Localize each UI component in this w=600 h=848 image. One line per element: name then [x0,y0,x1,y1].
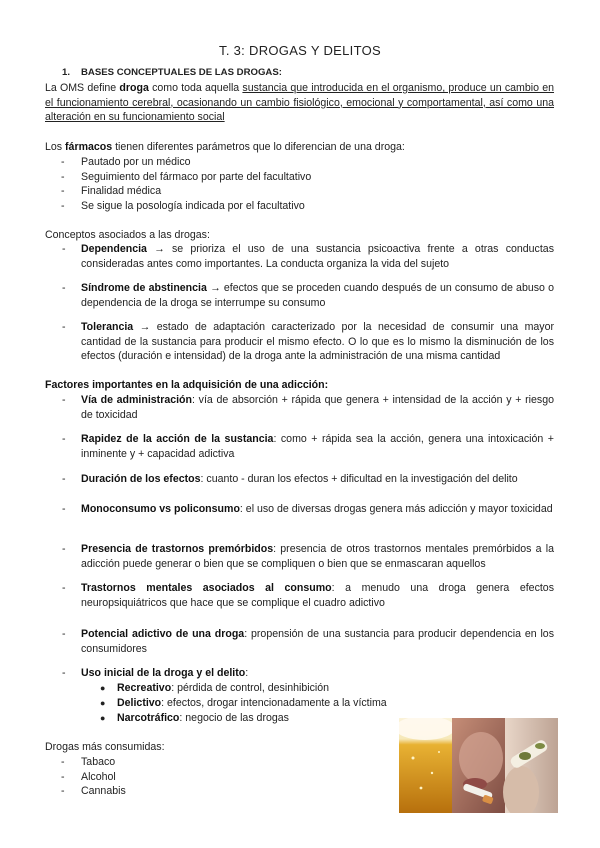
list-item: - Finalidad médica [45,184,554,199]
page-title: T. 3: DROGAS Y DELITOS [219,43,381,58]
drug-photos [399,718,558,813]
factor-item: - Monoconsumo vs policonsumo: el uso de diversas drogas genera más adicción y mayor toxicidad [62,503,553,515]
list-item: - Seguimiento del fármaco por parte del facultativo [45,170,554,185]
intro-paragraph: La OMS define droga como toda aquella sustancia que introducida en el organismo, produce un cambio en el funcionamiento cerebral, ocasionando un cambio fisiológico, emocional y comportamental, así como una alteración en su funcionamiento social [45,82,555,123]
photo-strip-image [399,718,558,813]
droga-term: droga [119,82,149,94]
conceptos-heading: Conceptos asociados a las drogas: [45,229,210,241]
droga-definition: sustancia que introducida en el organismo, produce un cambio en el funcionamiento cerebral, ocasionando un cambio fisiológico, emocional y comportamental, así como una alteración en su funcionamiento social [45,82,555,123]
factor-item: - Vía de administración: vía de absorción + rápida que genera + intensidad de la acción y + riesgo de toxicidad [62,394,554,421]
list-item: - Cannabis [45,784,345,799]
sub-item: ● Delictivo: efectos, drogar intencionadamente a la víctima [100,697,387,709]
consumidas-list [45,755,345,799]
concepto-item: - Síndrome de abstinencia → efectos que se proceden cuando después de un consumo de abuso o dependencia de la droga se interrumpe su consumo [62,282,554,309]
farmacos-list [45,155,554,213]
list-item: - Pautado por un médico [45,155,554,170]
list-item: - Se sigue la posología indicada por el facultativo [45,199,554,214]
section-heading-text: BASES CONCEPTUALES DE LAS DROGAS: [81,67,282,78]
list-item: - Tabaco [45,755,345,770]
factor-item: - Rapidez de la acción de la sustancia: como + rápida sea la acción, genera una intoxicación + inminente y + capacidad adictiva [62,433,554,460]
bullet-icon: ● [100,683,106,693]
concepto-item: - Tolerancia → estado de adaptación caracterizado por la necesidad de consumir una mayor cantidad de la sustancia para producir el mismo efecto. O lo que es lo mismo la disminución de los efectos (duración e intensidad) de la droga ante la administración de una misma cantidad [62,321,554,362]
factores-heading: Factores importantes en la adquisición de una adicción: [45,379,329,391]
list-item: - Alcohol [45,770,345,785]
factor-item: - Duración de los efectos: cuanto - duran los efectos + dificultad en la investigación del delito [62,473,518,485]
section-heading [62,66,282,81]
concepto-item: - Dependencia → se prioriza el uso de una sustancia psicoactiva frente a otras conductas consideradas antes como importantes. La conducta organiza la vida del sujeto [62,243,554,270]
consumidas-heading: Drogas más consumidas: [45,741,165,753]
factor-item: - Uso inicial de la droga y el delito: [62,667,249,679]
sub-item: ● Narcotráfico: negocio de las drogas [100,712,289,724]
farmacos-paragraph: Los fármacos tienen diferentes parámetros que lo diferencian de una droga: [45,141,405,153]
section-number: 1. [62,67,71,78]
factor-item: - Presencia de trastornos premórbidos: presencia de otros trastornos mentales premórbidos a la adicción puede generar o bien que se compliquen o bien que se enmascaran aquellos [62,543,554,570]
sub-item: ● Recreativo: pérdida de control, desinhibición [100,682,330,694]
factor-item: - Potencial adictivo de una droga: propensión de una sustancia para producir dependencia en los consumidores [62,628,555,655]
bullet-icon: ● [100,698,106,708]
farmacos-term: fármacos [65,141,113,153]
factor-item: - Trastornos mentales asociados al consumo: a menudo una droga genera efectos neuropsiquiátricos que hace que se complique el cuadro adictivo [62,582,554,609]
bullet-icon: ● [100,713,106,723]
